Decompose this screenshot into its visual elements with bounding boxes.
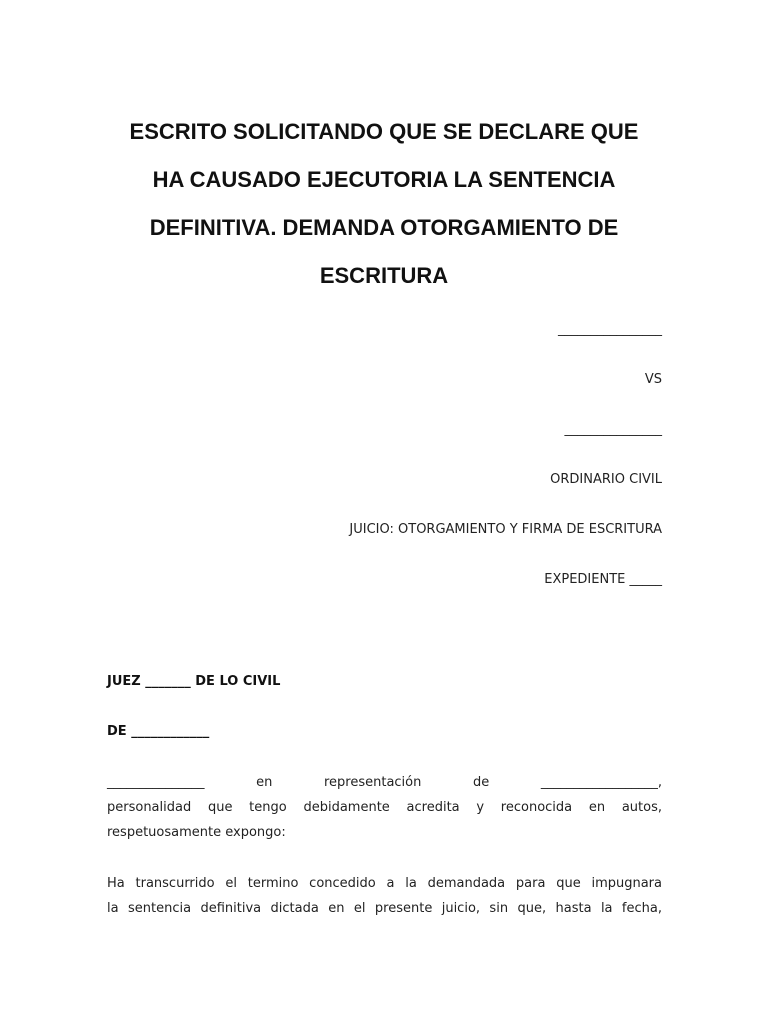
body-paragraph <box>107 871 662 921</box>
intro-line-1 <box>107 770 662 795</box>
intro-paragraph <box>107 770 662 845</box>
proceeding-type: ORDINARIO CIVIL <box>550 472 662 487</box>
title-line-3: DEFINITIVA. DEMANDA OTORGAMIENTO DE <box>149 215 619 240</box>
trial-type: JUICIO: OTORGAMIENTO Y FIRMA DE ESCRITURA <box>349 522 662 537</box>
file-number: EXPEDIENTE _____ <box>544 572 662 587</box>
intro-word-de: de <box>472 775 490 790</box>
body-line-2: la sentencia definitiva dictada en el presente juicio, sin que, hasta la fecha, <box>107 901 662 916</box>
addressee-place: DE ____________ <box>107 724 210 739</box>
title-line-2: HA CAUSADO EJECUTORIA LA SENTENCIA <box>152 167 616 192</box>
document-title <box>84 108 684 300</box>
intro-blank-two: __________________, <box>540 775 662 790</box>
intro-word-representacion: representación <box>323 775 422 790</box>
party-one-blank: ________________ <box>558 322 662 337</box>
title-line-1: ESCRITO SOLICITANDO QUE SE DECLARE QUE <box>129 119 639 144</box>
versus-label: VS <box>644 372 662 387</box>
addressee-judge: JUEZ _______ DE LO CIVIL <box>107 674 281 689</box>
intro-blank-one: _______________ <box>107 775 205 790</box>
title-line-4: ESCRITURA <box>319 263 449 288</box>
body-line-1: Ha transcurrido el termino concedido a la demandada para que impugnara <box>107 876 662 891</box>
intro-line-3: respetuosamente expongo: <box>107 825 286 840</box>
intro-word-en: en <box>256 775 273 790</box>
party-two-blank: _______________ <box>564 422 662 437</box>
intro-line-2: personalidad que tengo debidamente acredita y reconocida en autos, <box>107 800 662 815</box>
